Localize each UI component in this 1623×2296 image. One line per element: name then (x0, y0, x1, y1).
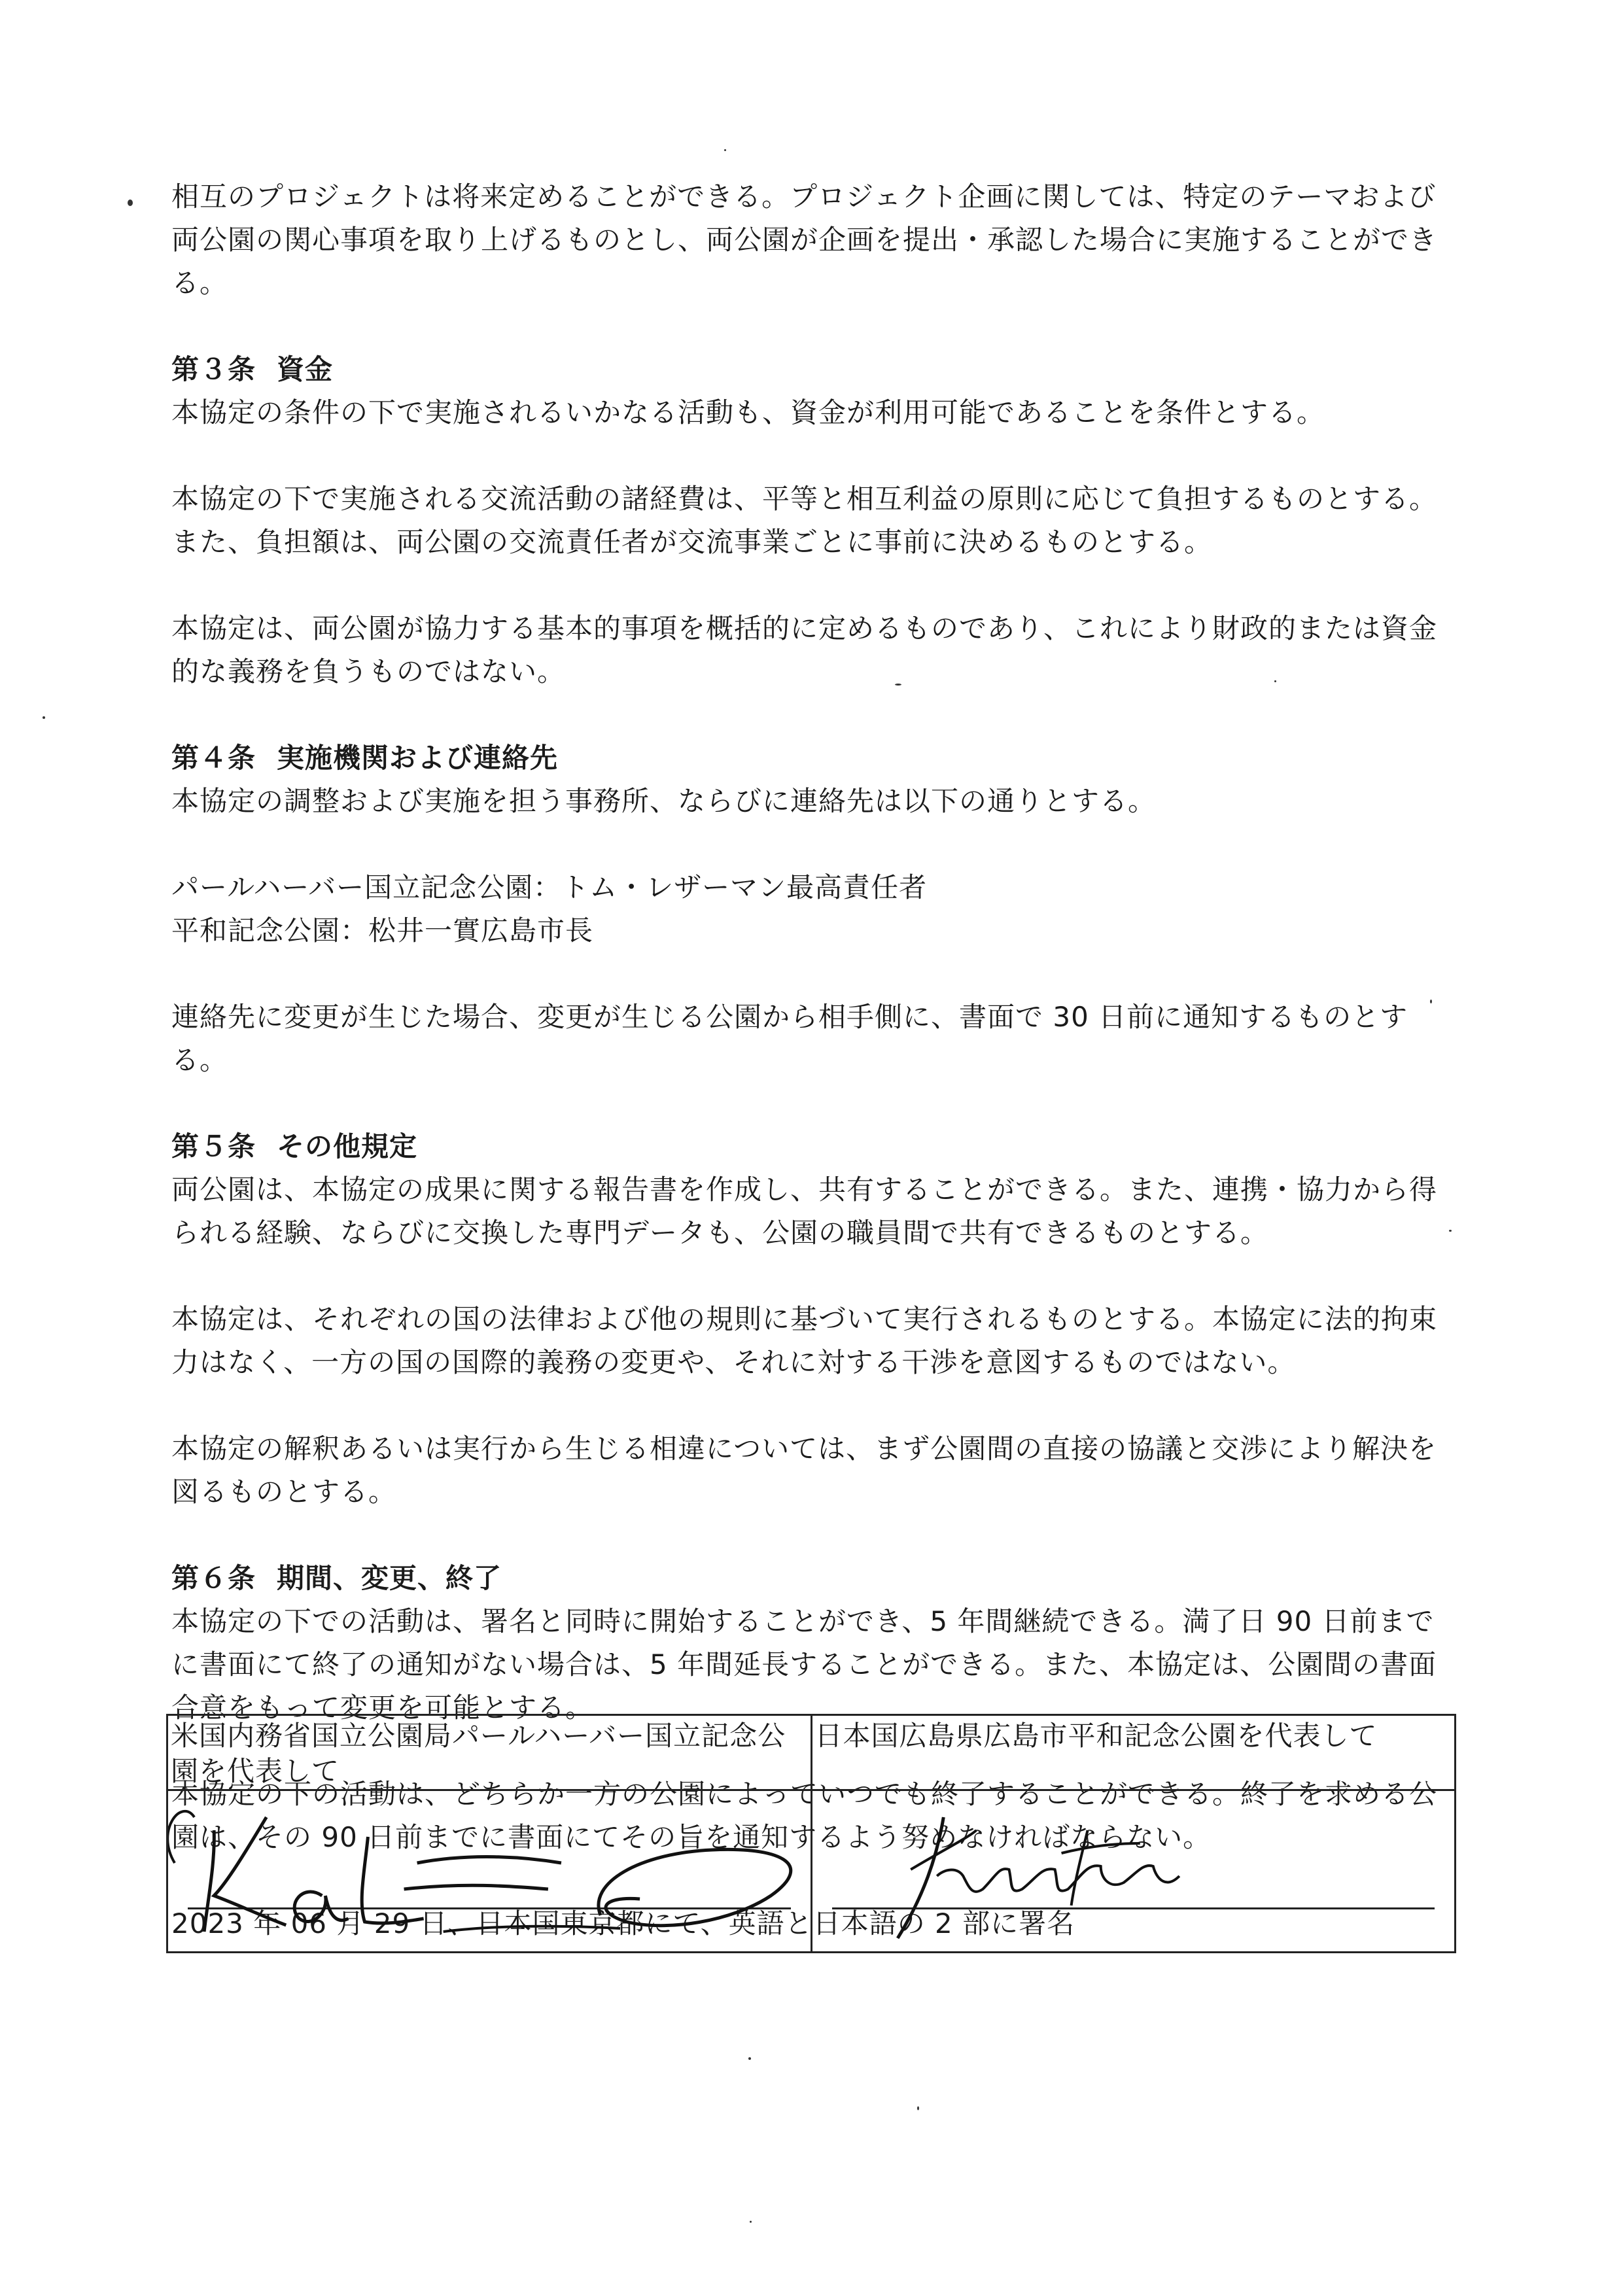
section-title: 実施機関および連絡先 (277, 742, 559, 774)
section-3 (171, 348, 1459, 693)
left-signatory-label: 米国内務省国立公園局パールハーバー国立記念公園を代表して (171, 1720, 786, 1787)
section-paragraph: 本協定の下の活動は、どちらか一方の公園によっていつでも終了することができる。終了を求める公園は、その 90 日前までに書面にてその旨を通知するよう努めなければならない。 (171, 1778, 1438, 1853)
document-body (171, 175, 1459, 1945)
section-heading (171, 1125, 1459, 1168)
section-paragraph: 本協定の条件の下で実施されるいかなる活動も、資金が利用可能であることを条件とする。 (171, 396, 1325, 428)
signature-header-cell (167, 1715, 812, 1790)
scan-speck (748, 2057, 751, 2060)
section-title: 期間、変更、終了 (277, 1562, 502, 1594)
section-paragraph: 本協定の解釈あるいは実行から生じる相違については、まず公園間の直接の協議と交渉により解決を図るものとする。 (171, 1433, 1437, 1508)
section-title: 資金 (277, 353, 334, 385)
scan-speck (1430, 1000, 1432, 1003)
section-4 (171, 737, 1459, 1082)
left-signature-graphic (168, 1791, 811, 1951)
left-signature-cell (167, 1790, 812, 1953)
section-title: その他規定 (277, 1130, 418, 1162)
right-signature-graphic (812, 1791, 1455, 1951)
scan-speck (724, 149, 726, 151)
scan-speck (1274, 680, 1276, 682)
section-number: 第５条 (171, 1130, 256, 1162)
contact-line: 平和記念公園：松井一實広島市長 (171, 914, 594, 947)
signature-row (167, 1790, 1456, 1953)
scan-speck (43, 716, 45, 719)
contact-line: パールハーバー国立記念公園：トム・レザーマン最高責任者 (171, 871, 928, 903)
section-paragraph: 本協定は、両公園が協力する基本的事項を概括的に定めるものであり、これにより財政的または資金的な義務を負うものではない。 (171, 612, 1438, 687)
scan-speck (128, 200, 133, 206)
section-paragraph: 本協定の下での活動は、署名と同時に開始することができ、5 年間継続できる。満了日 90 日前までに書面にて終了の通知がない場合は、5 年間延長することができる。また、本協定は、公園間の書面合意をもって変更を可能とする。 (171, 1605, 1437, 1724)
section-number: 第４条 (171, 742, 256, 774)
signature-table (166, 1714, 1456, 1953)
signing-statement: 2023 年 06 月 29 日、日本国東京都にて、英語と日本語の 2 部に署名 (171, 1907, 1075, 1939)
right-signatory-label: 日本国広島県広島市平和記念公園を代表して (814, 1720, 1378, 1752)
section-heading (171, 737, 1459, 780)
section-paragraph: 本協定の下で実施される交流活動の諸経費は、平等と相互利益の原則に応じて負担するものとする。また、負担額は、両公園の交流責任者が交流事業ごとに事前に決めるものとする。 (171, 483, 1438, 558)
section-number: 第６条 (171, 1562, 256, 1594)
right-signature-cell (811, 1790, 1456, 1953)
signature-header-row (167, 1715, 1456, 1790)
section-paragraph: 両公園は、本協定の成果に関する報告書を作成し、共有することができる。また、連携・協力から得られる経験、ならびに交換した専門データも、公園の職員間で共有できるものとする。 (171, 1174, 1438, 1249)
scan-speck (895, 684, 901, 686)
section-number: 第３条 (171, 353, 256, 385)
section-paragraph: 連絡先に変更が生じた場合、変更が生じる公園から相手側に、書面で 30 日前に通知するものとする。 (171, 1001, 1408, 1076)
scan-speck (1449, 1230, 1452, 1232)
intro-paragraph: 相互のプロジェクトは将来定めることができる。プロジェクト企画に関しては、特定のテーマおよび両公園の関心事項を取り上げるものとし、両公園が企画を提出・承認した場合に実施することができる。 (171, 181, 1438, 299)
scan-speck (917, 2106, 919, 2110)
section-heading (171, 1557, 1459, 1600)
section-heading (171, 348, 1459, 391)
signature-header-cell (811, 1715, 1456, 1790)
section-paragraph: 本協定は、それぞれの国の法律および他の規則に基づいて実行されるものとする。本協定に法的拘束力はなく、一方の国の国際的義務の変更や、それに対する干渉を意図するものではない。 (171, 1303, 1438, 1378)
scan-speck (750, 2221, 752, 2223)
section-5 (171, 1125, 1459, 1514)
section-paragraph: 本協定の調整および実施を担う事務所、ならびに連絡先は以下の通りとする。 (171, 785, 1157, 817)
